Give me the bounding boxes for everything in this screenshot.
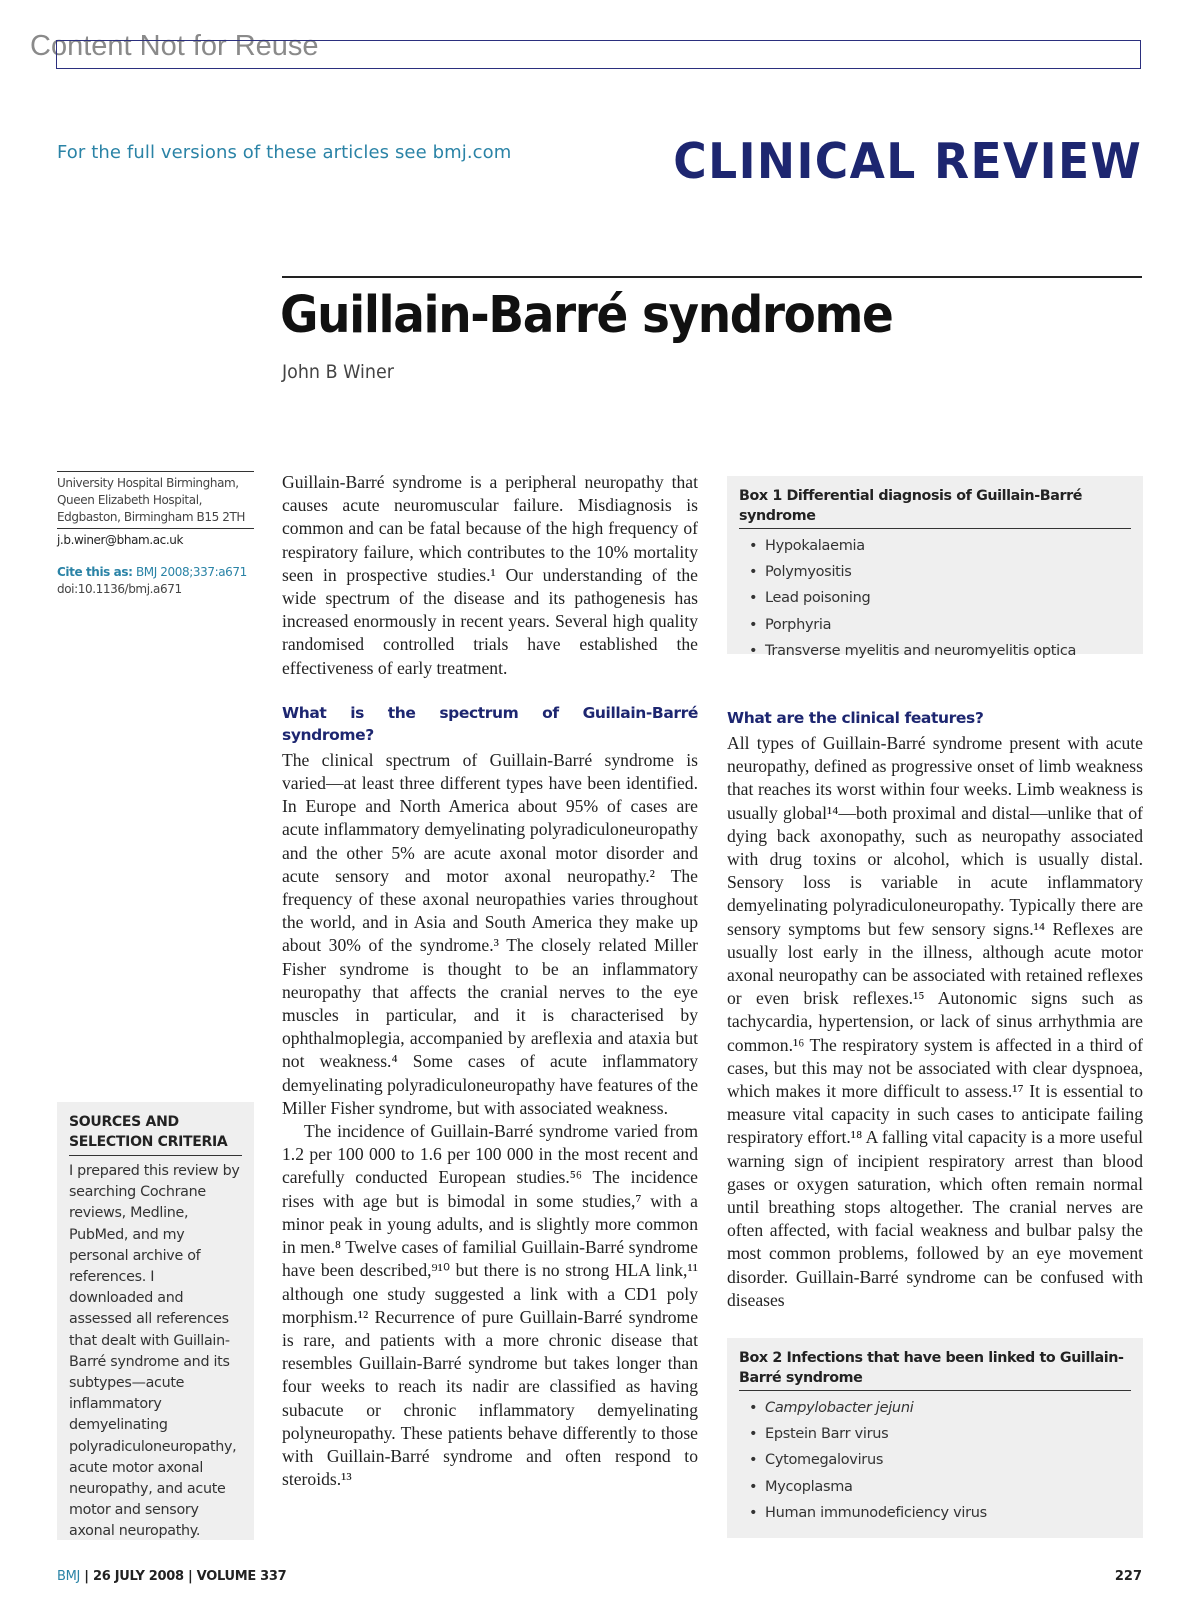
sources-box (57, 1102, 254, 1540)
intro-paragraph: Guillain-Barré syndrome is a peripheral neuropathy that causes acute neuromuscular failure. Misdiagnosis is common and can be fatal because of the high frequency of respiratory failure, which contributes to the 10% mortality seen in prospective studies.¹ Our understanding of the wide spectrum of the disease and its pathogenesis has increased enormously in recent years. Several high quality randomised controlled trials have established the effectiveness of early treatment. (282, 472, 698, 678)
watermark-frame (56, 40, 1141, 69)
list-item: • Campylobacter jejuni (739, 1395, 1131, 1421)
author-name: John B Winer (282, 361, 394, 383)
author-email: j.b.winer@bham.ac.uk (57, 533, 184, 547)
features-paragraph: All types of Guillain-Barré syndrome present with acute neuropathy, defined as progressive onset of limb weakness that reaches its worst within four weeks. Limb weakness is usually global¹⁴—both proximal and distal—unlike that of dying back axonopathy, such as neuropathy associated with drug toxins or alcohol, which is usually distal. Sensory loss is variable in acute inflammatory demyelinating polyradiculoneuropathy. Typically there are sensory symptoms but few sensory signs.¹⁴ Reflexes are usually lost early in the illness, although acute motor axonal neuropathy can be associated with retained reflexes or even brisk reflexes.¹⁵ Autonomic signs such as tachycardia, hypertension, or lack of sinus arrhythmia are common.¹⁶ The respiratory system is affected in a third of cases, but this may not be associated with clear dyspnoea, which makes it more difficult to assess.¹⁷ It is essential to measure vital capacity in such cases to anticipate failing respiratory effort.¹⁸ A falling vital capacity is a more useful warning sign of incipient respiratory arrest than blood gases or oxygen saturation, which often remain normal until breathing stops altogether. The cranial nerves are often affected, with facial weakness and bulbar palsy the most common problems, followed by an eye movement disorder. Guillain-Barré syndrome can be confused with diseases (727, 733, 1143, 1310)
list-item: • Mycoplasma (739, 1474, 1131, 1500)
body-column-2 (727, 707, 1143, 1312)
citation-block (57, 564, 257, 598)
list-item: • Transverse myelitis and neuromyelitis optica (739, 638, 1131, 664)
list-item: • Cytomegalovirus (739, 1447, 1131, 1473)
box1-list (739, 533, 1131, 664)
page-number: 227 (1114, 1569, 1142, 1584)
list-item: • Lead poisoning (739, 585, 1131, 611)
box-differential-diagnosis (727, 476, 1143, 659)
footer-journal: BMJ (57, 1569, 81, 1584)
cite-reference: BMJ 2008;337:a671 (135, 565, 247, 579)
watermark-text: Content Not for Reuse (30, 30, 319, 62)
sources-title: SOURCES AND SELECTION CRITERIA (69, 1112, 242, 1156)
full-versions-note: For the full versions of these articles see bmj.com (57, 142, 512, 163)
footer-issue-text: | 26 JULY 2008 | VOLUME 337 (80, 1569, 287, 1584)
box1-title: Box 1 Differential diagnosis of Guillain-Barré syndrome (739, 486, 1131, 529)
list-item: • Polymyositis (739, 559, 1131, 585)
affiliation-block (57, 471, 254, 549)
title-rule (282, 276, 1142, 278)
box2-list (739, 1395, 1131, 1526)
article-title: Guillain-Barré syndrome (280, 286, 893, 345)
box-infections (727, 1338, 1143, 1538)
list-item: • Epstein Barr virus (739, 1421, 1131, 1447)
affiliation-address: University Hospital Birmingham, Queen Elizabeth Hospital, Edgbaston, Birmingham B15 2TH (57, 475, 254, 529)
section-title: CLINICAL REVIEW (673, 133, 1142, 190)
spectrum-paragraph-2: The incidence of Guillain-Barré syndrome varied from 1.2 per 100 000 to 1.6 per 100 000 in the most recent and carefully conducted European studies.⁵⁶ The incidence rises with age but is bimodal in some studies,⁷ with a minor peak in young adults, and is slightly more common in men.⁸ Twelve cases of familial Guillain-Barré syndrome have been described,⁹¹⁰ but there is no strong HLA link,¹¹ although one study suggested a link with a CD1 poly morphism.¹² Recurrence of pure Guillain-Barré syndrome is rare, and patients with a more chronic disease that resembles Guillain-Barré syndrome but takes longer than four weeks to reach its nadir are classified as having subacute or chronic inflammatory demyelinating polyneuropathy. These patients behave differently to those with Guillain-Barré syndrome and often respond to steroids.¹³ (282, 1121, 698, 1490)
doi: doi:10.1136/bmj.a671 (57, 582, 182, 596)
cite-label: Cite this as: (57, 565, 133, 579)
spectrum-heading: What is the spectrum of Guillain-Barré syndrome? (282, 703, 698, 744)
footer-issue (57, 1569, 286, 1584)
sources-text: I prepared this review by searching Cochrane reviews, Medline, PubMed, and my personal archive of references. I downloaded and assessed all references that dealt with Guillain-Barré syndrome and its subtypes—acute inflammatory demyelinating polyradiculoneuropathy, acute motor axonal neuropathy, and acute motor and sensory axonal neuropathy. (69, 1163, 240, 1540)
box2-title: Box 2 Infections that have been linked to Guillain-Barré syndrome (739, 1348, 1131, 1391)
body-column-1 (282, 471, 698, 1491)
list-item: • Human immunodeficiency virus (739, 1500, 1131, 1526)
features-heading: What are the clinical features? (727, 709, 984, 727)
list-item: • Porphyria (739, 612, 1131, 638)
list-item: • Hypokalaemia (739, 533, 1131, 559)
spectrum-paragraph-1: The clinical spectrum of Guillain-Barré syndrome is varied—at least three different types have been identified. In Europe and North America about 95% of cases are acute inflammatory demyelinating polyradiculoneuropathy and the other 5% are acute axonal motor disorder and acute sensory and motor axonal neuropathy.² The frequency of these axonal neuropathies varies throughout the world, and in Asia and South America they make up about 30% of the syndrome.³ The closely related Miller Fisher syndrome is thought to be an inflammatory neuropathy that affects the cranial nerves to the eye muscles in particular, and it is characterised by ophthalmoplegia, accompanied by areflexia and ataxia but not weakness.⁴ Some cases of acute inflammatory demyelinating polyradiculoneuropathy have features of the Miller Fisher syndrome, but with associated weakness. (282, 749, 698, 1118)
